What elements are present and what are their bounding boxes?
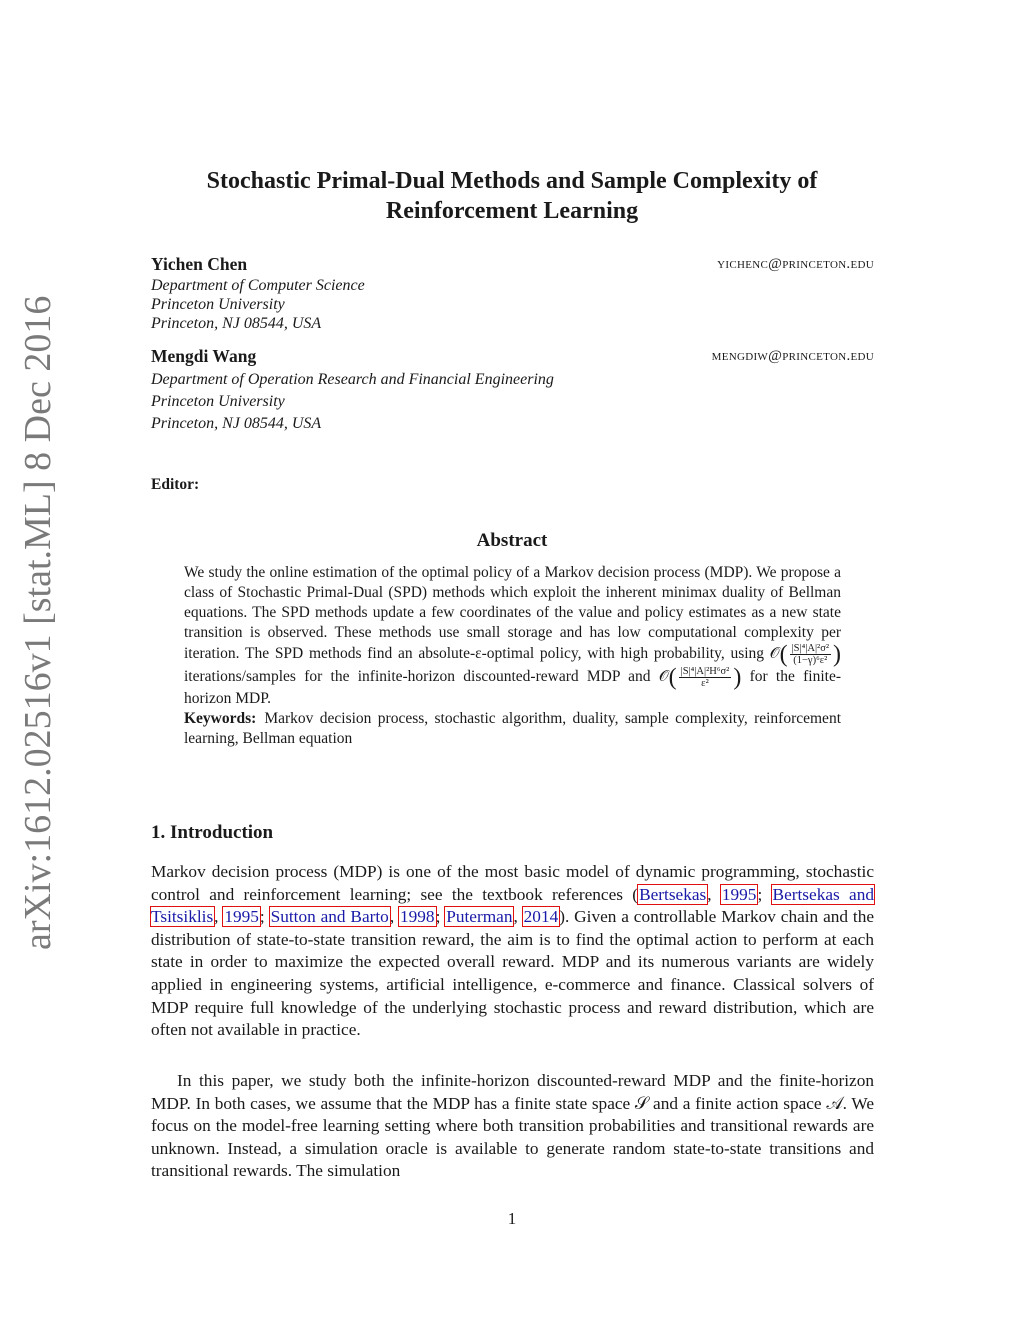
- title-line-1: Stochastic Primal-Dual Methods and Sample Complexity of: [206, 168, 818, 194]
- author-department: Department of Operation Research and Financial Engineering: [151, 371, 554, 388]
- citation-author[interactable]: Bertsekas: [639, 884, 707, 904]
- paragraph-text: Markov decision process (MDP) is one of the most basic model of dynamic programming, stochastic control and reinforcement learning; see the textbook references (: [151, 862, 874, 904]
- paragraph-text: ). Given a controllable Markov chain and the distribution of state-to-state transition reward, the aim is to find the optimal action to perform at each state in order to maximize the expected overall reward. MDP and its numerous variants are widely applied in engineering systems, artificial intelligence, e-commerce and finance. Classical solvers of MDP require full knowledge of the underlying stochastic process and reward distribution, which are often not available in practice.: [151, 907, 874, 1040]
- author-university: Princeton University: [151, 393, 285, 410]
- separator: ,: [513, 907, 523, 927]
- citation-author[interactable]: Puterman: [446, 907, 513, 927]
- author-block-2: [151, 346, 874, 433]
- fraction-denominator: ε²: [701, 678, 709, 689]
- fraction: [790, 643, 831, 666]
- arxiv-identifier: arXiv:1612.02516v1 [stat.ML] 8 Dec 2016: [17, 295, 59, 950]
- author-address: Princeton, NJ 08544, USA: [151, 315, 322, 332]
- author-name: Mengdi Wang: [151, 346, 257, 366]
- keywords-list: Markov decision process, stochastic algorithm, duality, sample complexity, reinforcement learning, Bellman equation: [184, 710, 841, 747]
- keywords-label: Keywords:: [184, 710, 257, 727]
- author-address: Princeton, NJ 08544, USA: [151, 415, 322, 432]
- abstract-body: [184, 563, 841, 749]
- fraction-denominator: (1−γ)⁶ε²: [793, 655, 828, 666]
- citation-year[interactable]: 1995: [224, 907, 259, 927]
- paper-title: [150, 166, 874, 226]
- section-heading: 1. Introduction: [151, 822, 274, 843]
- abstract-text-1: We study the online estimation of the optimal policy of a Markov decision process (MDP). We propose a class of Stochastic Primal-Dual (SPD) methods which exploit the inherent minimax duality of Bellman equations. The SPD methods update a few coordinates of the value and policy estimates as a new state transition is observed. These methods use small storage and has low computational complexity per iteration. The SPD methods find an absolute-ε-optimal policy, with high probability, using: [184, 564, 841, 663]
- paragraph: In this paper, we study both the infinite-horizon discounted-reward MDP and the finite-horizon MDP. In both cases, we assume that the MDP has a finite state space 𝒮 and a finite action space 𝒜. We focus on the model-free learning setting where both transition probabilities and transitional rewards are unknown. Instead, a simulation oracle is available to generate random state-to-state transitions and transitional rewards. The simulation: [151, 1071, 874, 1181]
- body-paragraph-2: [151, 1070, 874, 1183]
- abstract-text-2: iterations/samples for the infinite-horizon discounted-reward MDP and: [184, 668, 651, 686]
- author-name: Yichen Chen: [151, 254, 248, 274]
- big-o-symbol: 𝒪: [769, 645, 780, 663]
- abstract-heading: Abstract: [476, 530, 548, 551]
- citation-year[interactable]: 1995: [721, 884, 757, 904]
- abstract-paragraph: [184, 563, 841, 709]
- complexity-bound-2: 𝒪( $\frac{\text{|S|⁴|A|²H⁶σ²}}{\text{ε²}}$ ): [658, 664, 742, 691]
- page-number: 1: [507, 1209, 517, 1228]
- author-email[interactable]: yichenc@princeton.edu: [717, 256, 874, 272]
- separator: ,: [214, 907, 224, 927]
- author-block-1: [151, 254, 874, 333]
- separator: ,: [389, 907, 399, 927]
- separator: ,: [707, 884, 721, 904]
- citation-author[interactable]: Bertsekas and Tsitsiklis: [151, 884, 874, 927]
- abstract-text-3: for the finite-horizon MDP.: [184, 668, 842, 707]
- fraction: [679, 666, 732, 689]
- separator: ;: [259, 907, 270, 927]
- fraction-numerator: |S|⁴|A|²σ²: [791, 643, 830, 654]
- author-department: Department of Computer Science: [151, 277, 365, 294]
- citation-year[interactable]: 1998: [400, 907, 435, 927]
- citation-year[interactable]: 2014: [523, 907, 559, 927]
- separator: ;: [757, 884, 772, 904]
- author-email[interactable]: mengdiw@princeton.edu: [711, 348, 874, 364]
- separator: ;: [435, 907, 446, 927]
- author-university: Princeton University: [151, 296, 285, 313]
- title-line-2: Reinforcement Learning: [385, 198, 639, 224]
- citation-author[interactable]: Sutton and Barto: [270, 907, 389, 927]
- editor-label: Editor:: [151, 476, 200, 493]
- paragraph: [151, 861, 874, 1042]
- big-o-symbol: 𝒪: [658, 668, 669, 686]
- fraction-numerator: |S|⁴|A|²H⁶σ²: [680, 666, 730, 677]
- body-paragraph-1: [151, 861, 874, 1042]
- keywords: [184, 709, 841, 749]
- complexity-bound-1: 𝒪( $\frac{\text{|S|⁴|A|²σ²}}{\text{(1−γ)⁶ε²}}$ ): [769, 641, 842, 668]
